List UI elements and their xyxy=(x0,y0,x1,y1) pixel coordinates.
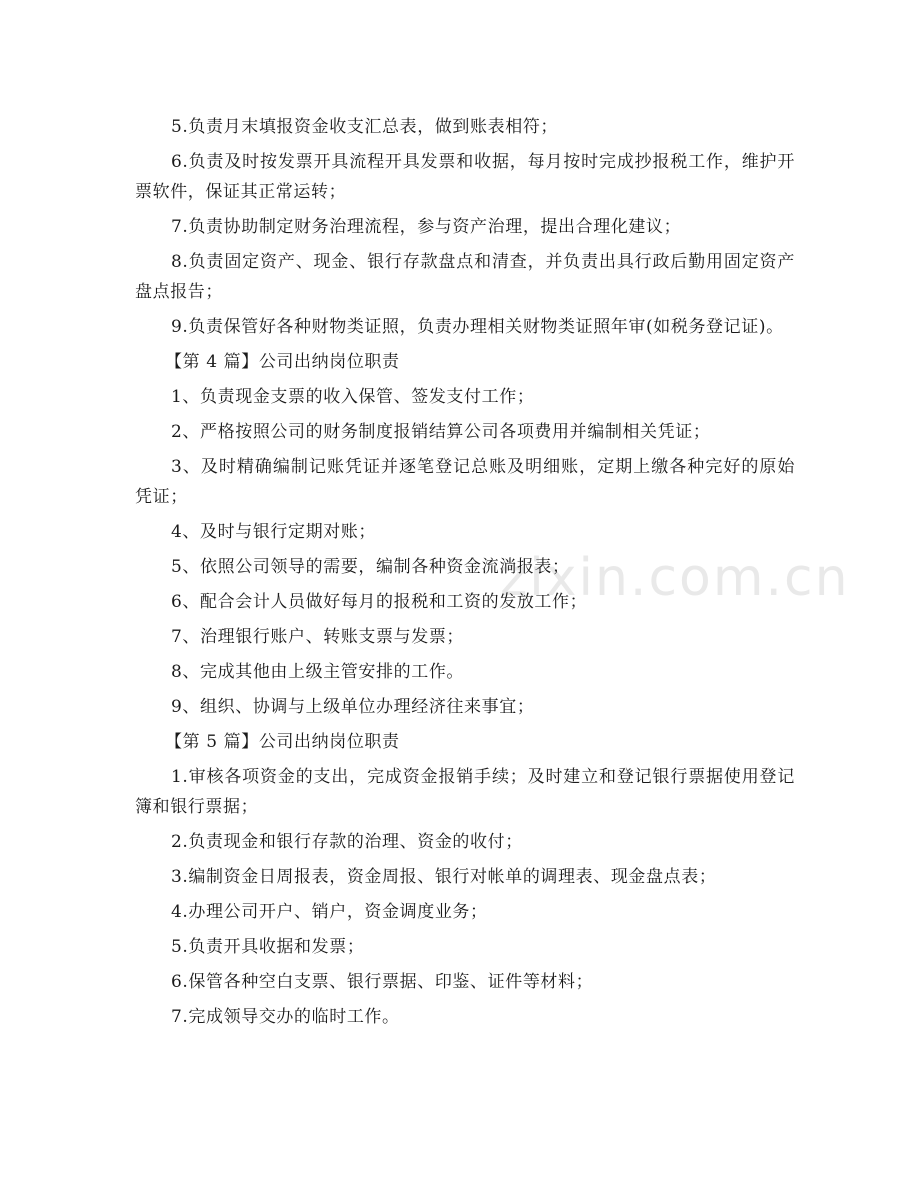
watermark: zixin.com.cn xyxy=(500,548,850,608)
duty-item: 8.负责固定资产、现金、银行存款盘点和清查，并负责出具行政后勤用固定资产盘点报告； xyxy=(135,252,795,302)
duty-item: 5.负责月末填报资金收支汇总表，做到账表相符； xyxy=(171,117,559,137)
duty-item: 6.负责及时按发票开具流程开具发票和收据，每月按时完成抄报税工作，维护开票软件，保证其正常运转； xyxy=(135,152,795,202)
duty-item: 7.负责协助制定财务治理流程，参与资产治理，提出合理化建议； xyxy=(171,217,682,237)
duty-item: 1.审核各项资金的支出，完成资金报销手续；及时建立和登记银行票据使用登记簿和银行票据； xyxy=(135,767,795,817)
duty-item: 6、配合会计人员做好每月的报税和工资的发放工作； xyxy=(171,592,588,612)
duty-item: 1、负责现金支票的收入保管、签发支付工作； xyxy=(171,387,535,407)
duty-item: 7、治理银行账户、转账支票与发票； xyxy=(171,627,465,647)
duty-item: 3.编制资金日周报表，资金周报、银行对帐单的调理表、现金盘点表； xyxy=(171,867,717,887)
duty-item: 5、依照公司领导的需要，编制各种资金流淌报表； xyxy=(171,557,570,577)
duty-item: 8、完成其他由上级主管安排的工作。 xyxy=(171,662,465,682)
duty-item: 6.保管各种空白支票、银行票据、印鉴、证件等材料； xyxy=(171,972,594,992)
section-heading: 【第 5 篇】公司出纳岗位职责 xyxy=(165,732,400,752)
duty-item: 2.负责现金和银行存款的治理、资金的收付； xyxy=(171,832,523,852)
duty-item: 4、及时与银行定期对账； xyxy=(171,522,377,542)
duty-item: 9.负责保管好各种财物类证照，负责办理相关财物类证照年审(如税务登记证)。 xyxy=(171,317,784,337)
document-body xyxy=(135,112,795,1037)
duty-item: 5.负责开具收据和发票； xyxy=(171,937,365,957)
duty-item: 7.完成领导交办的临时工作。 xyxy=(171,1007,400,1027)
section-heading: 【第 4 篇】公司出纳岗位职责 xyxy=(165,352,400,372)
duty-item: 9、组织、协调与上级单位办理经济往来事宜； xyxy=(171,697,535,717)
duty-item: 2、严格按照公司的财务制度报销结算公司各项费用并编制相关凭证； xyxy=(171,422,711,442)
duty-item: 3、及时精确编制记账凭证并逐笔登记总账及明细账，定期上缴各种完好的原始凭证； xyxy=(135,457,795,507)
duty-item: 4.办理公司开户、销户，资金调度业务； xyxy=(171,902,488,922)
